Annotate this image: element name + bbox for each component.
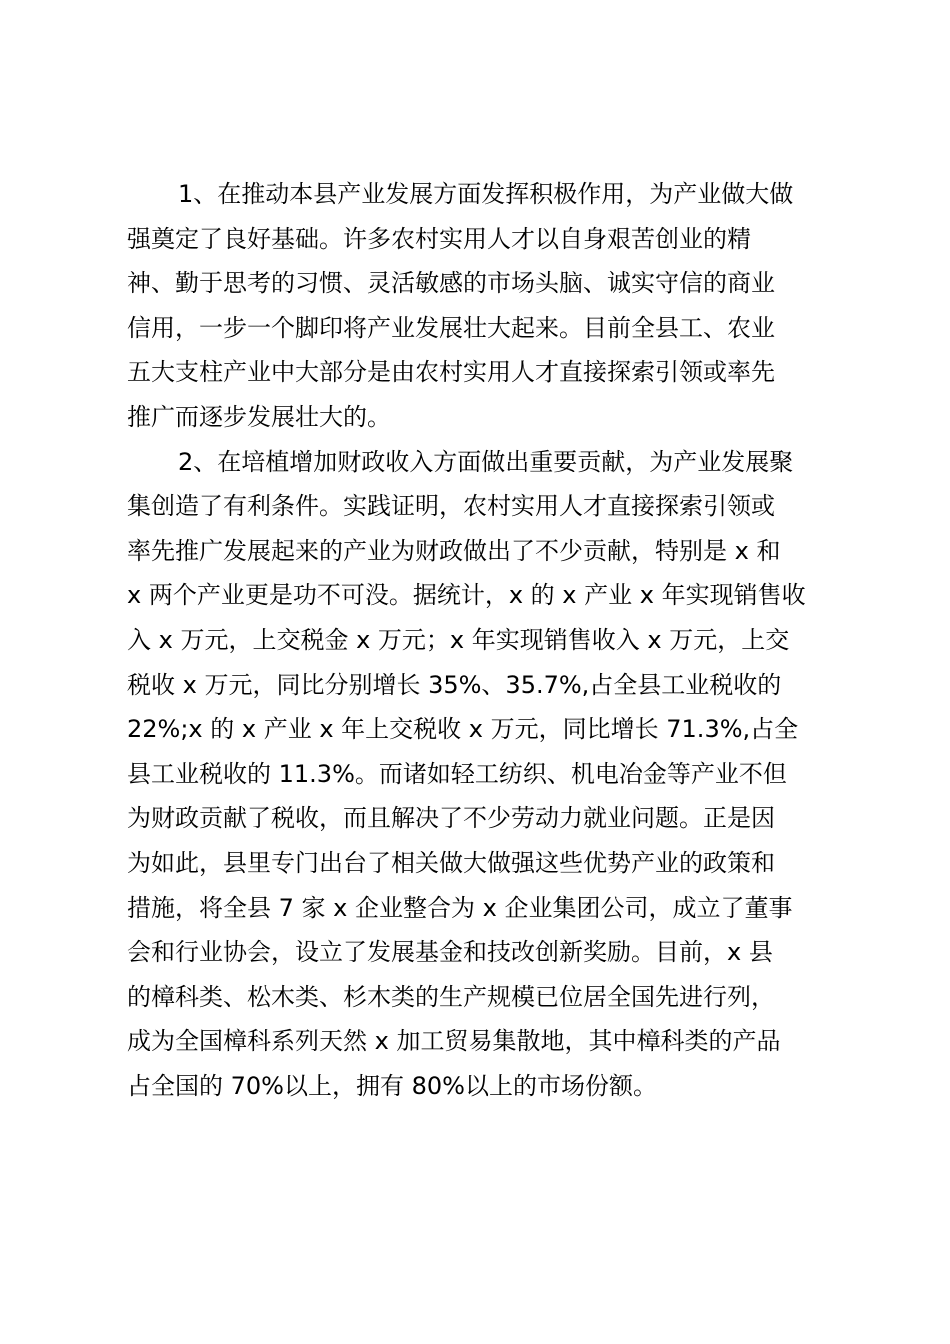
paragraph-line: 为如此，县里专门出台了相关做大做强这些优势产业的政策和 (127, 848, 775, 877)
paragraph-1 (127, 172, 847, 440)
paragraph-2 (127, 440, 847, 1109)
paragraph-line: 神、勤于思考的习惯、灵活敏感的市场头脑、诚实守信的商业 (127, 269, 775, 298)
paragraph-line: 集创造了有利条件。实践证明，农村实用人才直接探索引领或 (127, 492, 775, 521)
paragraph-line: 率先推广发展起来的产业为财政做出了不少贡献，特别是 x 和 (127, 536, 781, 565)
paragraph-line: 成为全国樟科系列天然 x 加工贸易集散地，其中樟科类的产品 (127, 1027, 781, 1056)
paragraph-line: 税收 x 万元，同比分别增长 35%、35.7%,占全县工业税收的 (127, 670, 782, 699)
paragraph-line: 推广而逐步发展壮大的。 (127, 402, 391, 431)
paragraph-line: 入 x 万元，上交税金 x 万元；x 年实现销售收入 x 万元，上交 (127, 625, 790, 654)
document-body (127, 172, 847, 1108)
paragraph-line: 占全国的 70%以上，拥有 80%以上的市场份额。 (127, 1071, 657, 1100)
paragraph-line: x 两个产业更是功不可没。据统计，x 的 x 产业 x 年实现销售收 (127, 581, 806, 610)
paragraph-line: 信用，一步一个脚印将产业发展壮大起来。目前全县工、农业 (127, 313, 775, 342)
paragraph-line: 强奠定了良好基础。许多农村实用人才以自身艰苦创业的精 (127, 224, 751, 253)
paragraph-line: 五大支柱产业中大部分是由农村实用人才直接探索引领或率先 (127, 358, 775, 387)
paragraph-line: 22%;x 的 x 产业 x 年上交税收 x 万元，同比增长 71.3%,占全 (127, 715, 799, 744)
paragraph-line: 措施，将全县 7 家 x 企业整合为 x 企业集团公司，成立了董事 (127, 893, 793, 922)
paragraph-line: 的樟科类、松木类、杉木类的生产规模已位居全国先进行列， (127, 982, 775, 1011)
paragraph-line: 2、在培植增加财政收入方面做出重要贡献，为产业发展聚 (178, 447, 794, 476)
paragraph-line: 县工业税收的 11.3%。而诸如轻工纺织、机电冶金等产业不但 (127, 759, 787, 788)
paragraph-line: 为财政贡献了税收，而且解决了不少劳动力就业问题。正是因 (127, 804, 775, 833)
paragraph-line: 会和行业协会，设立了发展基金和技改创新奖励。目前，x 县 (127, 938, 773, 967)
paragraph-line: 1、在推动本县产业发展方面发挥积极作用，为产业做大做 (178, 180, 794, 208)
